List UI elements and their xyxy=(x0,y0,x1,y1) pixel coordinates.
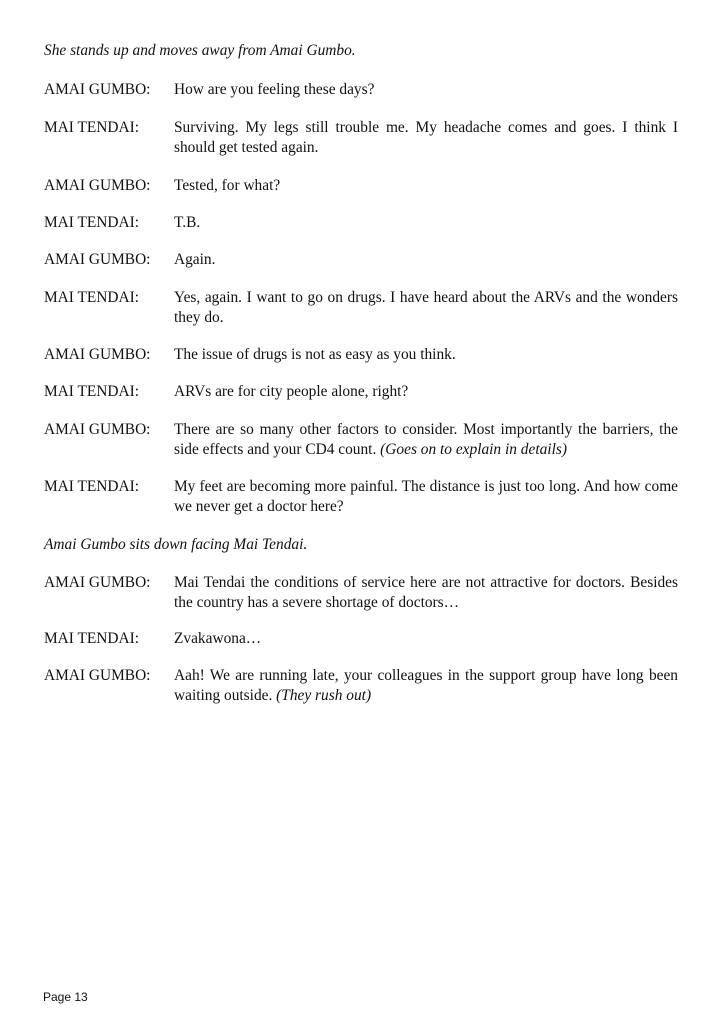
speaker-name: MAI TENDAI: xyxy=(44,478,140,495)
dialogue-line xyxy=(44,629,678,649)
speech-text: The issue of drugs is not as easy as you think. xyxy=(174,346,456,363)
speech-text: ARVs are for city people alone, right? xyxy=(174,383,409,400)
dialogue-line xyxy=(44,250,678,270)
dialogue-line xyxy=(44,213,678,233)
speech-text xyxy=(174,666,678,706)
speaker-name: AMAI GUMBO: xyxy=(44,667,151,684)
inline-stage-direction: (They rush out) xyxy=(276,687,372,704)
speech-body: There are so many other factors to consider. Most importantly the barriers, the side effects and your CD4 count. xyxy=(174,421,678,458)
dialogue-line xyxy=(44,176,678,196)
speaker-name: AMAI GUMBO: xyxy=(44,251,151,268)
dialogue-line xyxy=(44,477,678,517)
speech-text xyxy=(174,420,678,460)
speaker-name: MAI TENDAI: xyxy=(44,383,140,400)
dialogue-line xyxy=(44,382,678,402)
speech-text: Surviving. My legs still trouble me. My headache comes and goes. I think I should get tested again. xyxy=(174,119,678,156)
speech-text: How are you feeling these days? xyxy=(174,81,375,98)
speaker-name: MAI TENDAI: xyxy=(44,630,140,647)
speaker-name: MAI TENDAI: xyxy=(44,214,140,231)
speech-text: My feet are becoming more painful. The distance is just too long. And how come we never get a doctor here? xyxy=(174,478,678,515)
speech-text: Again. xyxy=(174,251,216,268)
speaker-name: MAI TENDAI: xyxy=(44,289,140,306)
speech-text: Mai Tendai the conditions of service here are not attractive for doctors. Besides the country has a severe shortage of doctors… xyxy=(174,574,678,611)
speech-text: Zvakawona… xyxy=(174,630,262,647)
dialogue-line xyxy=(44,80,678,100)
speaker-name: AMAI GUMBO: xyxy=(44,421,151,438)
page-number: Page 13 xyxy=(43,990,88,1004)
dialogue-line xyxy=(44,573,678,613)
speaker-name: AMAI GUMBO: xyxy=(44,81,151,98)
speaker-name: AMAI GUMBO: xyxy=(44,346,151,363)
speech-text: Yes, again. I want to go on drugs. I have heard about the ARVs and the wonders they do. xyxy=(174,289,678,326)
inline-stage-direction: (Goes on to explain in details) xyxy=(380,441,567,458)
speech-body: Aah! We are running late, your colleagues in the support group have long been waiting outside. xyxy=(174,667,678,704)
speech-text: T.B. xyxy=(174,214,201,231)
dialogue-line xyxy=(44,288,678,328)
dialogue-line xyxy=(44,118,678,158)
dialogue-line xyxy=(44,666,678,706)
speaker-name: MAI TENDAI: xyxy=(44,119,140,136)
stage-direction: Amai Gumbo sits down facing Mai Tendai. xyxy=(44,536,308,553)
stage-direction: She stands up and moves away from Amai Gumbo. xyxy=(44,42,356,59)
speech-text: Tested, for what? xyxy=(174,177,281,194)
dialogue-line xyxy=(44,420,678,460)
speaker-name: AMAI GUMBO: xyxy=(44,574,151,591)
dialogue-line xyxy=(44,345,678,365)
speaker-name: AMAI GUMBO: xyxy=(44,177,151,194)
